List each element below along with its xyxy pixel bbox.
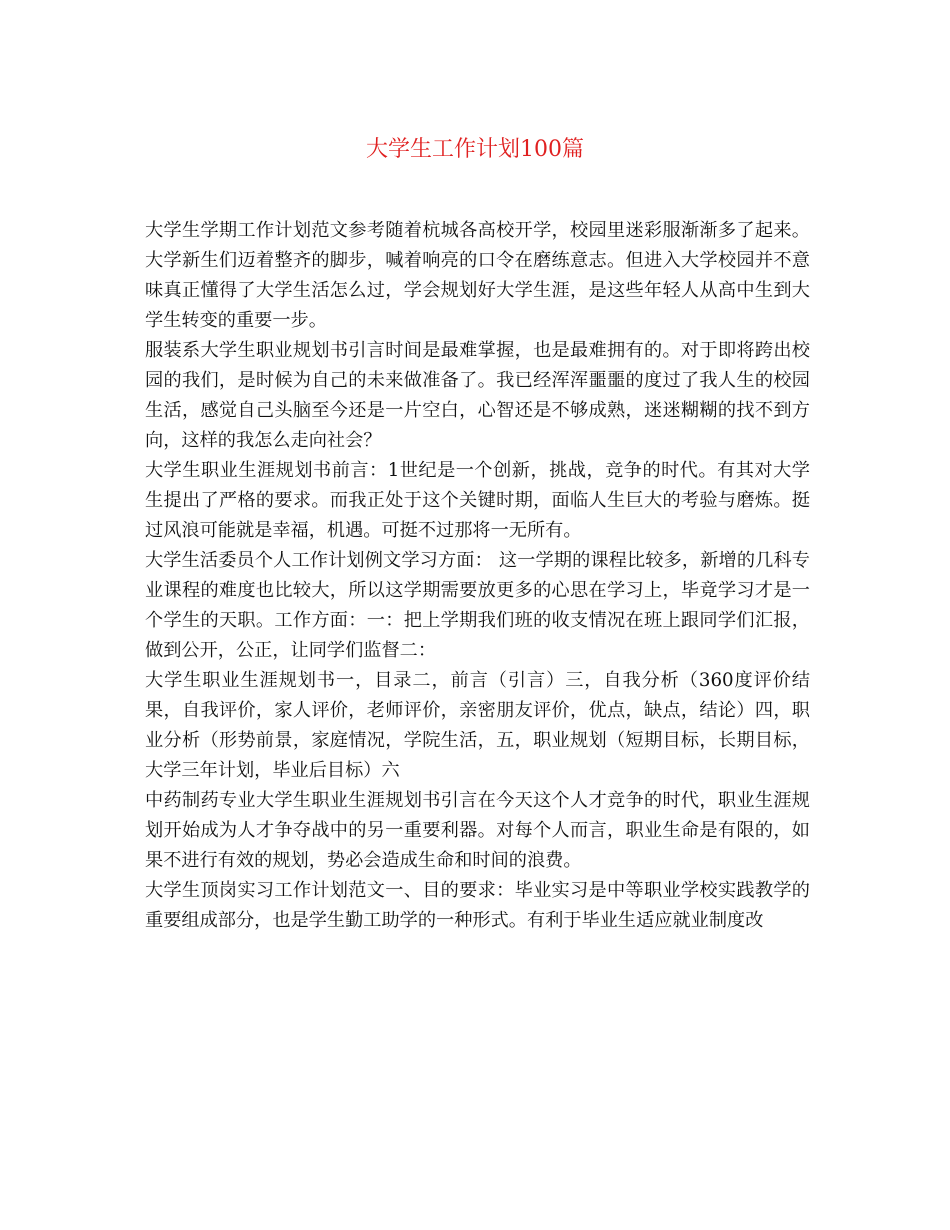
paragraph-semester-plan: 大学生学期工作计划范文参考随着杭城各高校开学，校园里迷彩服渐渐多了起来。大学新生们迈着整齐的脚步，喊着响亮的口令在磨练意志。但进入大学校园并不意味真正懂得了大学生活怎么过，学会规划好大学生涯，是这些年轻人从高中生到大学生转变的重要一步。 [145, 220, 810, 331]
paragraph-fashion-career-plan: 服装系大学生职业规划书引言时间是最难掌握，也是最难拥有的。对于即将跨出校园的我们，是时候为自己的未来做准备了。我已经浑浑噩噩的度过了我人生的校园生活，感觉自己头脑至今还是一片空白，心智还是不够成熟，迷迷糊糊的找不到方向，这样的我怎么走向社会？ [145, 340, 810, 451]
paragraph-internship-plan: 大学生顶岗实习工作计划范文一、目的要求：毕业实习是中等职业学校实践教学的重要组成部分，也是学生勤工助学的一种形式。有利于毕业生适应就业制度改 [145, 880, 810, 931]
document-body [145, 216, 810, 936]
paragraph-pharmacy-career-plan: 中药制药专业大学生职业生涯规划书引言在今天这个人才竞争的时代，职业生涯规划开始成为人才争夺战中的另一重要利器。对每个人而言，职业生命是有限的，如果不进行有效的规划，势必会造成生命和时间的浪费。 [145, 790, 810, 871]
document-title: 大学生工作计划100篇 [366, 137, 584, 162]
paragraph-career-plan-preface: 大学生职业生涯规划书前言：1世纪是一个创新，挑战，竞争的时代。有其对大学生提出了严格的要求。而我正处于这个关键时期，面临人生巨大的考验与磨炼。挺过风浪可能就是幸福，机遇。可挺不过那将一无所有。 [145, 460, 810, 541]
paragraph-life-committee-plan: 大学生活委员个人工作计划例文学习方面： 这一学期的课程比较多，新增的几科专业课程的难度也比较大，所以这学期需要放更多的心思在学习上，毕竟学习才是一个学生的天职。工作方面：一：把上学期我们班的收支情况在班上跟同学们汇报，做到公开，公正，让同学们监督二： [145, 550, 810, 661]
paragraph-career-plan-outline: 大学生职业生涯规划书一，目录二，前言（引言）三，自我分析（360度评价结果，自我评价，家人评价，老师评价，亲密朋友评价，优点，缺点，结论）四，职业分析（形势前景，家庭情况，学院生活，五，职业规划（短期目标，长期目标，大学三年计划，毕业后目标）六 [145, 670, 810, 781]
